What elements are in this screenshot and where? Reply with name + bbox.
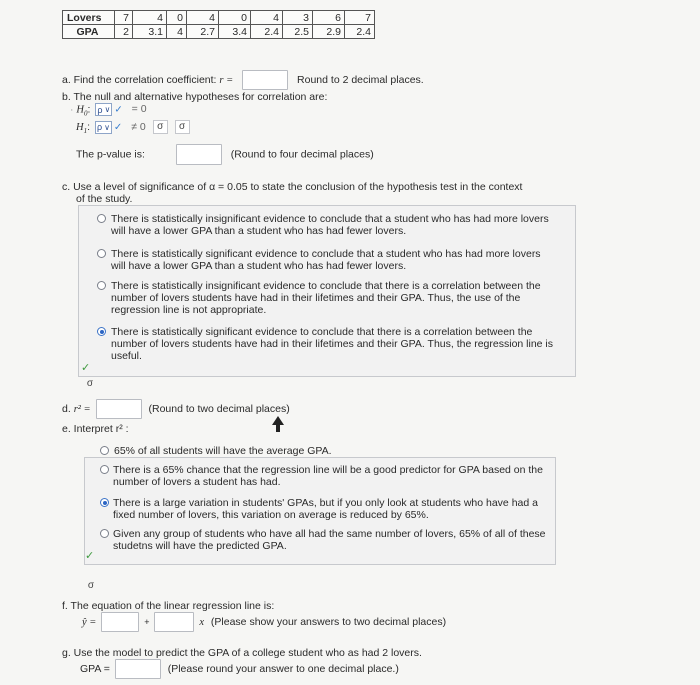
gpa-label: GPA = [80,662,110,675]
table-cell: 3 [283,11,313,25]
row-header: Lovers [63,11,115,25]
option-text: number of lovers a student has had. [113,476,281,488]
option-text: studetns will have the predicted GPA. [113,540,287,552]
chevron-down-icon: ∨ [104,122,110,132]
table-cell: 2.5 [283,25,313,39]
part-a-prompt: a. Find the correlation coefficient: [62,73,217,86]
h1-label: H [76,121,84,133]
table-cell: 7 [345,11,375,25]
table-cell: 2.4 [345,25,375,39]
radio-c-1[interactable] [97,214,106,223]
sigma-icon[interactable]: σ [153,120,168,134]
table-cell: 7 [115,11,133,25]
table-row [63,25,375,39]
h1-sub: 1 [83,126,88,135]
part-c-prompt-1: c. Use a level of significance of α = 0.05 to state the conclusion of the hypothesis test in the context [62,181,523,193]
check-icon: ✓ [113,121,123,133]
part-g-prompt: g. Use the model to predict the GPA of a college student who as had 2 lovers. [62,647,422,659]
check-icon: ✓ [114,104,123,116]
chevron-down-icon: ∨ [104,105,111,114]
option-c-4 [111,326,553,362]
part-d-var: r² = [73,403,91,415]
radio-c-2[interactable] [97,249,106,258]
sigma-icon[interactable]: σ [86,378,94,389]
pvalue-input[interactable] [176,144,222,165]
intercept-input[interactable] [101,612,139,632]
correct-check-icon: ✓ [81,362,91,374]
slope-input[interactable] [154,612,194,632]
part-f-note: (Please show your answers to two decimal places) [210,615,447,628]
option-text: Given any group of students who have all had the same number of lovers, 65% of all of these [113,528,546,540]
option-text: There is a large variation in students' GPAs, but if you only look at students who have had a [113,497,538,509]
h1-row: $H_1$: ρ ∨ ✓ ≠ 0 σ σ [76,120,190,135]
option-c-1 [111,213,549,237]
table-cell: 4 [133,11,167,25]
plus-sign: + [144,616,150,627]
pvalue-note: (Round to four decimal places) [230,148,374,161]
pvalue-label: The p-value is: [76,148,145,161]
x-var: x [199,616,204,628]
part-e-prompt: e. Interpret r² : [62,423,129,435]
table-cell: 2.9 [313,25,345,39]
part-c-options-panel [78,205,576,377]
option-text: There is statistically insignificant evidence to conclude that there is a correlation between the [111,280,541,292]
table-cell: 2 [115,25,133,39]
option-text: number of lovers students have had in their lifetimes and their GPA. Thus, the regression line is [111,338,554,350]
h0-select[interactable] [95,103,112,116]
part-b-prompt: b. The null and alternative hypotheses for correlation are: [62,91,328,103]
h0-relation: = 0 [131,103,147,116]
sigma-icon[interactable]: σ [175,120,190,134]
h0-sub: 0 [84,109,88,118]
regression-row [82,612,446,632]
option-text: useful. [111,350,142,362]
h0-select-value: ρ [97,104,103,115]
option-text: There is a 65% chance that the regression line will be a good predictor for GPA based on the [113,464,543,476]
part-d-label: d. [62,402,71,415]
table-cell: 2.7 [187,25,219,39]
option-e-4 [113,528,546,552]
correct-check-icon: ✓ [85,550,95,562]
option-e-2 [113,464,543,488]
option-text: will have a lower GPA than a student who has had fewer lovers. [111,225,407,237]
h1-relation: ≠ 0 [131,120,146,133]
radio-c-4-selected[interactable] [97,327,106,336]
gpa-input[interactable] [115,659,161,679]
table-cell: 4 [251,11,283,25]
part-a-note: Round to 2 decimal places. [297,73,424,86]
r-squared-input[interactable] [96,399,142,419]
h0-row: · $H_0$: ρ ∨ ✓ = 0 [70,103,147,118]
option-e-3 [113,497,538,521]
pvalue-row [76,144,374,165]
option-c-3 [111,280,541,316]
h1-select-value: ρ [96,122,103,132]
table-cell: 0 [167,11,187,25]
radio-e-2[interactable] [100,465,109,474]
table-cell: 0 [219,11,251,25]
option-text: number of lovers students have had in their lifetimes and their GPA. Thus, the use of the [111,292,521,304]
part-d [62,399,290,419]
yhat-label: ŷ = [82,616,97,628]
option-text: There is statistically significant evidence to conclude that a student who has had more lovers [111,248,541,260]
part-a-var: r = [219,74,234,86]
table-cell: 3.4 [219,25,251,39]
option-c-2 [111,248,541,272]
part-a [62,70,424,90]
option-text: fixed number of lovers, this variation on average is reduced by 65%. [113,509,429,521]
table-cell: 2.4 [251,25,283,39]
radio-e-4[interactable] [100,529,109,538]
r-input[interactable] [242,70,288,90]
part-g-note: (Please round your answer to one decimal place.) [167,662,399,675]
option-e-1 [104,445,332,457]
radio-c-3[interactable] [97,281,106,290]
row-header: GPA [63,25,115,39]
option-text: There is statistically insignificant evidence to conclude that a student who has had more lovers [111,213,549,225]
gpa-row [80,659,399,679]
part-e-options-panel [84,457,556,565]
h0-label: H [76,104,85,116]
part-c-prompt-2: of the study. [76,193,133,205]
option-text: 65% of all students will have the average GPA. [114,445,332,457]
option-text: regression line is not appropriate. [111,304,267,316]
radio-e-1[interactable] [100,446,109,455]
table-cell: 4 [187,11,219,25]
table-cell: 4 [167,25,187,39]
radio-e-3-selected[interactable] [100,498,109,507]
option-text: will have a lower GPA than a student who has had fewer lovers. [111,260,407,272]
part-f-prompt: f. The equation of the linear regression line is: [62,600,275,612]
data-table [62,10,375,39]
table-cell: 6 [313,11,345,25]
table-row [63,11,375,25]
table-cell: 3.1 [133,25,167,39]
part-d-note: (Round to two decimal places) [148,402,290,415]
option-text: There is statistically significant evidence to conclude that there is a correlation between the [111,326,533,338]
sigma-icon[interactable]: σ [87,580,95,591]
h1-select[interactable] [95,121,112,134]
mouse-cursor-icon [271,415,285,433]
